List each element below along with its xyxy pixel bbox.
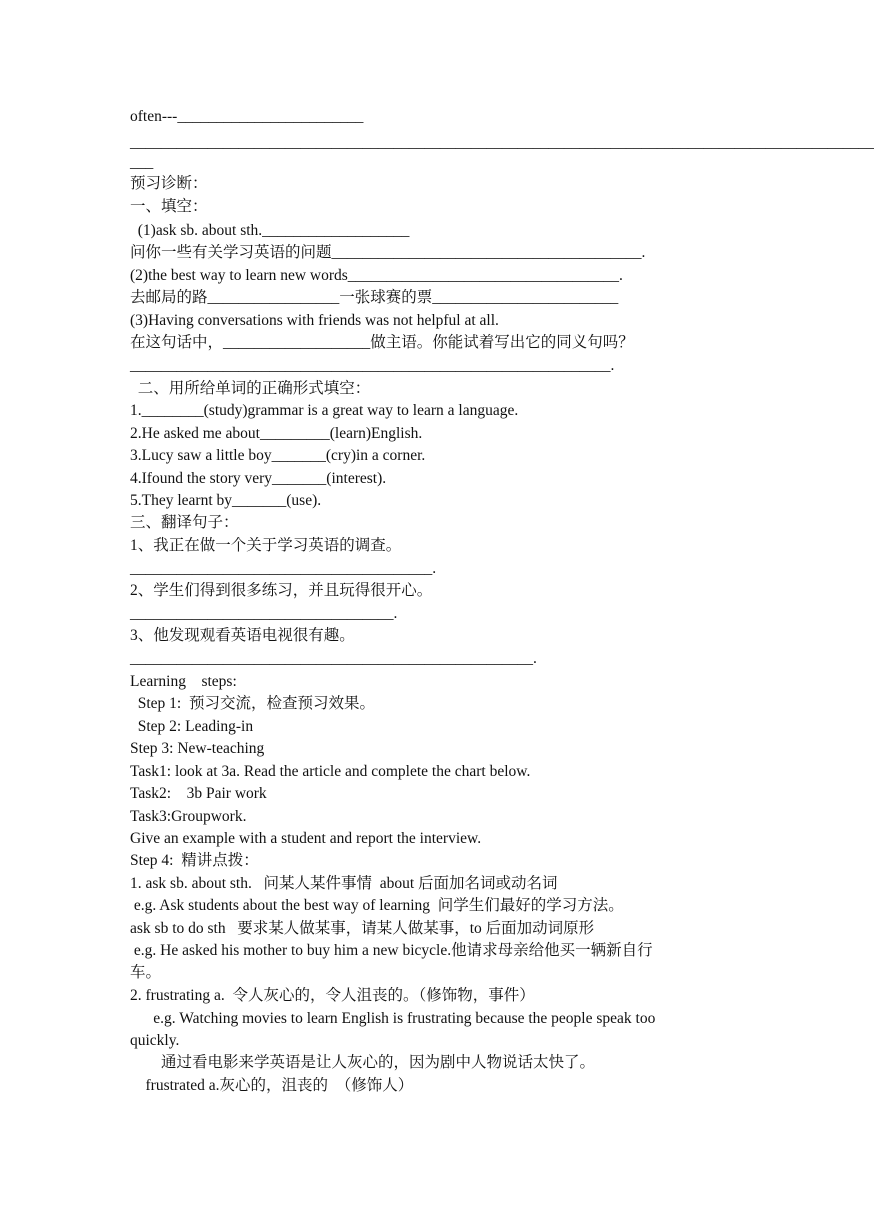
blank-line: ________________________________________________________________________________________________ xyxy=(130,134,874,151)
section-translate-heading: 三、翻译句子： xyxy=(130,514,239,531)
often-line: often---________________________ xyxy=(130,108,364,125)
point-1: 1. ask sb. about sth. 问某人某件事情 about 后面加名词或动名词 xyxy=(130,875,558,892)
task-2: Task2: 3b Pair work xyxy=(130,785,267,802)
blank-line-tail: ___ xyxy=(130,154,154,171)
point-1-example: e.g. Ask students about the best way of learning 问学生们最好的学习方法。 xyxy=(130,897,624,914)
point-2-example: e.g. Watching movies to learn English is frustrating because the people speak too xyxy=(130,1010,656,1027)
point-1-variant-example: e.g. He asked his mother to buy him a new bicycle.他请求母亲给他买一辆新自行 xyxy=(130,942,653,959)
point-2-variant: frustrated a.灰心的，沮丧的 （修饰人） xyxy=(130,1077,414,1094)
translate-blank-3: ____________________________________________________. xyxy=(130,650,537,667)
translate-blank-1: _______________________________________. xyxy=(130,560,437,577)
fill-item-1: (1)ask sb. about sth.___________________ xyxy=(130,222,410,239)
fill-item-2-cn: 去邮局的路_________________一张球赛的票________________________ xyxy=(130,289,619,306)
fill-item-2: (2)the best way to learn new words___________________________________. xyxy=(130,267,623,284)
step-3: Step 3: New-teaching xyxy=(130,740,265,757)
word-form-item-3: 3.Lucy saw a little boy_______(cry)in a corner. xyxy=(130,447,426,464)
fill-item-1-cn: 问你一些有关学习英语的问题________________________________________. xyxy=(130,244,646,261)
translate-item-1: 1、我正在做一个关于学习英语的调查。 xyxy=(130,537,402,554)
task-1: Task1: look at 3a. Read the article and complete the chart below. xyxy=(130,763,531,780)
point-2: 2. frustrating a. 令人灰心的，令人沮丧的。（修饰物，事件） xyxy=(130,987,535,1004)
task-3-detail: Give an example with a student and report the interview. xyxy=(130,830,482,847)
step-2: Step 2: Leading-in xyxy=(130,718,254,735)
word-form-item-1: 1.________(study)grammar is a great way to learn a language. xyxy=(130,402,519,419)
point-1-variant: ask sb to do sth 要求某人做某事，请某人做某事，to 后面加动词原形 xyxy=(130,920,595,937)
word-form-item-2: 2.He asked me about_________(learn)English. xyxy=(130,425,423,442)
section-word-form-heading: 二、用所给单词的正确形式填空： xyxy=(130,380,371,397)
step-4: Step 4: 精讲点拨： xyxy=(130,852,259,869)
section-fill-heading: 一、填空： xyxy=(130,198,208,215)
point-1-variant-example-cont: 车。 xyxy=(130,964,162,981)
point-2-example-cn: 通过看电影来学英语是让人灰心的，因为剧中人物说话太快了。 xyxy=(130,1054,596,1071)
task-3: Task3:Groupwork. xyxy=(130,808,247,825)
preview-heading: 预习诊断： xyxy=(130,175,208,192)
translate-blank-2: __________________________________. xyxy=(130,605,398,622)
word-form-item-5: 5.They learnt by_______(use). xyxy=(130,492,322,509)
learning-steps-heading: Learning steps: xyxy=(130,673,237,690)
fill-item-3-blank: ______________________________________________________________. xyxy=(130,357,615,374)
point-2-example-cont: quickly. xyxy=(130,1032,180,1049)
step-1: Step 1: 预习交流，检查预习效果。 xyxy=(130,695,375,712)
translate-item-2: 2、学生们得到很多练习，并且玩得很开心。 xyxy=(130,582,433,599)
fill-item-3-cn: 在这句话中，___________________做主语。你能试着写出它的同义句吗？ xyxy=(130,334,634,351)
fill-item-3: (3)Having conversations with friends was not helpful at all. xyxy=(130,312,499,329)
word-form-item-4: 4.Ifound the story very_______(interest). xyxy=(130,470,387,487)
translate-item-3: 3、他发现观看英语电视很有趣。 xyxy=(130,627,355,644)
